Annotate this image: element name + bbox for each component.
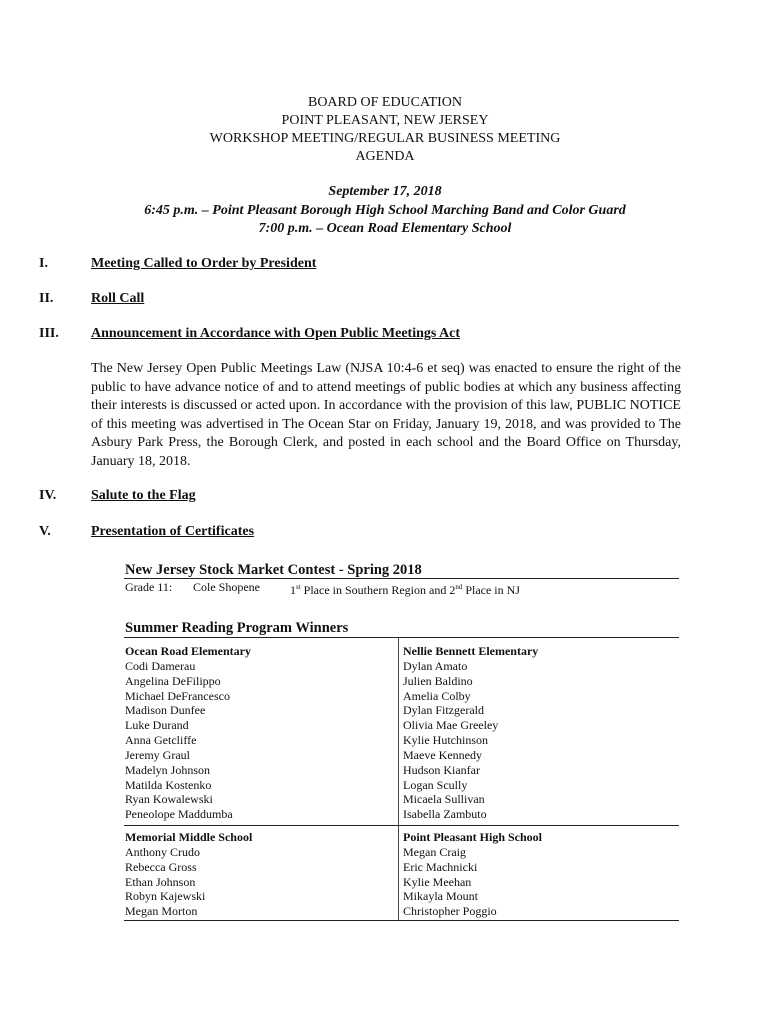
agenda-title: Presentation of Certificates [91,524,255,539]
student-name: Maeve Kennedy [403,747,482,762]
award-text: Place in NJ [462,583,520,597]
award-suffix: st [296,583,301,591]
contest-grade: Grade 11: [125,580,173,594]
agenda-number: I. [39,256,48,271]
student-name: Madison Dunfee [125,703,206,718]
student-name: Mikayla Mount [403,889,478,904]
student-name: Luke Durand [125,718,189,733]
student-name: Michael DeFrancesco [125,688,230,703]
school-header: Point Pleasant High School [403,830,543,844]
student-name: Dylan Fitzgerald [403,703,484,718]
contest-title: New Jersey Stock Market Contest - Spring 2018 [125,562,422,578]
student-name: Micaela Sullivan [403,792,485,807]
contest-student: Cole Shopene [193,580,260,594]
award-place: 1 [290,583,296,597]
session-main: 7:00 p.m. – Ocean Road Elementary School [258,221,512,236]
student-name: Dylan Amato [403,658,468,673]
ocean-road-list [125,644,251,822]
divider [124,825,679,826]
student-name: Eric Machnicki [403,859,478,874]
header-line: WORKSHOP MEETING/REGULAR BUSINESS MEETING [209,131,561,146]
student-name: Kylie Hutchinson [403,733,488,748]
opma-paragraph: The New Jersey Open Public Meetings Law (NJSA 10:4-6 et seq) was enacted to ensure the right of the public to have advance notice of and to attend meetings of public bodies at which any business affecting their interests is discussed or acted upon. In accordance with the provision of this law, PUBLIC NOTICE of this meeting was advertised in The Ocean Star on Friday, January 19, 2018, and was provided to The Asbury Park Press, the Borough Clerk, and posted in each school and the Board Office on Thursday, January 18, 2018. [91,361,681,469]
student-name: Christopher Poggio [403,904,497,919]
student-name: Olivia Mae Greeley [403,718,499,733]
student-name: Ryan Kowalewski [125,792,213,807]
session-band: 6:45 p.m. – Point Pleasant Borough High School Marching Band and Color Guard [144,202,626,218]
student-name: Anthony Crudo [125,844,200,859]
student-name: Hudson Kianfar [403,762,480,777]
nellie-bennett-list [403,644,538,822]
student-name: Megan Morton [125,904,198,919]
student-name: Robyn Kajewski [125,889,206,904]
header-line: AGENDA [355,149,415,164]
student-name: Rebecca Gross [125,859,197,874]
column-divider [398,638,399,825]
memorial-list [125,830,252,919]
student-name: Madelyn Johnson [125,762,210,777]
school-header: Memorial Middle School [125,830,253,844]
student-name: Kylie Meehan [403,874,472,889]
document-header [0,94,770,166]
divider [124,920,679,921]
student-name: Jeremy Graul [125,747,190,762]
high-school-list [403,830,542,919]
student-name: Ethan Johnson [125,874,196,889]
column-divider [398,826,399,920]
school-header: Nellie Bennett Elementary [403,644,539,658]
agenda-title: Salute to the Flag [91,488,196,503]
agenda-number: IV. [39,488,57,503]
summer-reading-title: Summer Reading Program Winners [125,620,349,636]
agenda-title: Announcement in Accordance with Open Public Meetings Act [91,326,461,341]
student-name: Logan Scully [403,777,468,792]
school-header: Ocean Road Elementary [125,644,251,658]
header-line: POINT PLEASANT, NEW JERSEY [281,113,489,128]
award-suffix: nd [455,583,463,591]
contest-award [290,580,520,598]
agenda-title: Meeting Called to Order by President [91,256,317,271]
student-name: Codi Damerau [125,658,196,673]
agenda-number: II. [39,291,54,306]
divider [124,637,679,638]
student-name: Matilda Kostenko [125,777,212,792]
header-line: BOARD OF EDUCATION [307,95,462,110]
student-name: Julien Baldino [403,673,473,688]
student-name: Angelina DeFilippo [125,673,221,688]
student-name: Isabella Zambuto [403,807,487,822]
student-name: Megan Craig [403,844,466,859]
divider [124,578,679,579]
student-name: Peneolope Maddumba [125,807,233,822]
agenda-number: III. [39,326,59,341]
meeting-details [0,183,770,239]
student-name: Anna Getcliffe [125,733,197,748]
student-name: Amelia Colby [403,688,471,703]
award-text: Place in Southern Region and 2 [300,583,456,597]
agenda-title: Roll Call [91,291,145,306]
agenda-number: V. [39,524,51,539]
meeting-date: September 17, 2018 [328,184,442,199]
